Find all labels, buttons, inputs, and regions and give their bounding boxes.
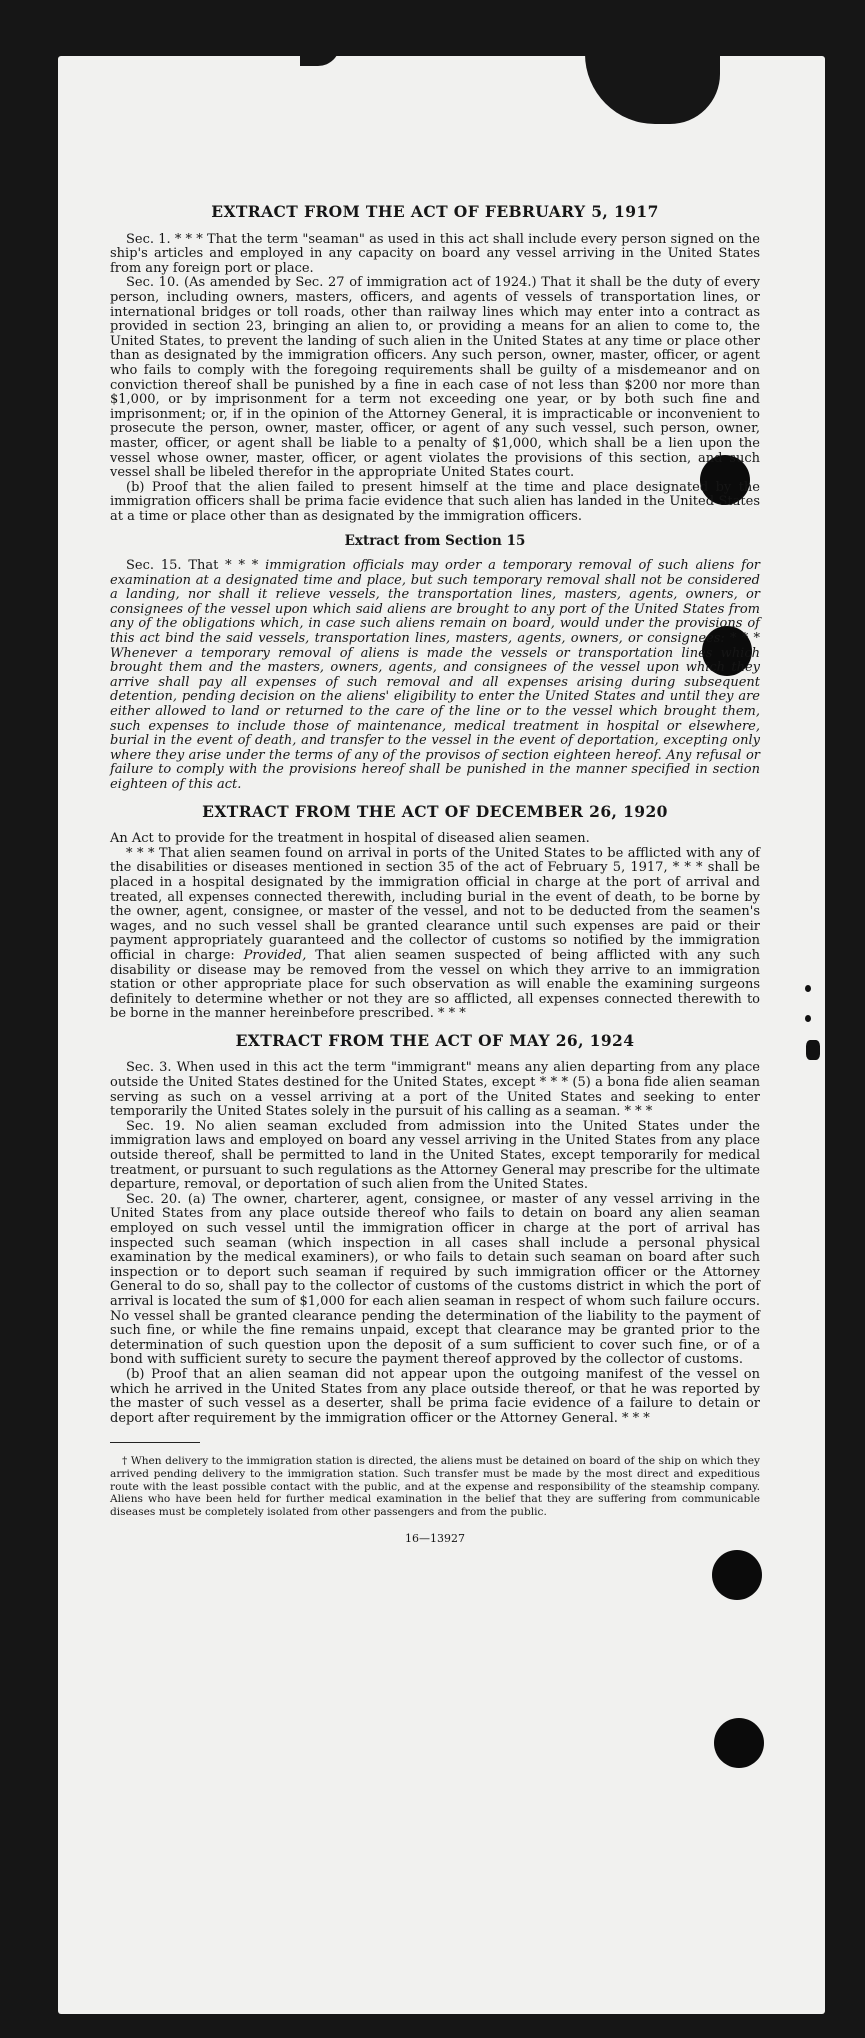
sec-15-text: immigration officials may order a temporary removal of such aliens for examination at a designated time and place, but such temporary removal shall not be considered a landing, nor shall it relieve vessels, the transportation lines, masters, agents, owners, or consignees of the vessel upon which said aliens are brought to any port of the United States from any of the obligations which, in case such aliens remain on board, would under the provisions of this act bind the said vessels, transportation lines, masters, agents, owners, or consignees: * * * Whenever a temporary removal of aliens is made the vessels or transportation lines which brought them and the masters, owners, agents, and consignees of the vessel upon which they arrive shall pay all expenses of such removal and all expenses arising during subsequent detention, pending decision on the aliens' eligibility to enter the United States and until they are either allowed to land or returned to the care of the line or to the vessel which brought them, such expenses to include those of maintenance, medical treatment in hospital or elsewhere, burial in the event of death, and transfer to the vessel in the event of deportation, excepting only where they arise under the terms of any of the provisos of section eighteen hereof. Any refusal or failure to comply with the provisions hereof shall be punished in the manner specified in section eighteen of this act. <box>110 558 760 792</box>
heading-1924: EXTRACT FROM THE ACT OF MAY 26, 1924 <box>235 1030 635 1050</box>
act-1920-body: * * * That alien seamen found on arrival in ports of the United States to be afflicted with any of the disabilities or diseases mentioned in section 35 of the act of February 5, 1917, * * * shall be placed in a hospital designated by the immigration official in charge at the port of arrival and treated, all expenses connected therewith, including burial in the event of death, to be borne by the owner, agent, consignee, or master of the vessel, and not to be deducted from the seamen's wages, and no such vessel shall be granted clearance until such expenses are paid or their payment appropriately guaranteed and the collector of customs so notified by the immigration official in charge: Provided, That alien seamen suspected of being afflicted with any such disability or disease may be removed from the vessel on which they arrive to an immigration station or other appropriate place for such observation as will enable the examining surgeons definitely to determine whether or not they are so afflicted, all expenses connected therewith to be borne in the manner hereinbefore prescribed. * * * <box>110 845 761 1022</box>
mark <box>805 1015 811 1022</box>
sec-15-lead: Sec. 15. That * * * <box>126 558 259 574</box>
document-text <box>110 202 761 1547</box>
mark <box>805 985 811 992</box>
sec-15 <box>110 559 760 793</box>
punch-hole <box>714 1718 764 1768</box>
mark <box>806 1040 820 1060</box>
sec-20-b: (b) Proof that an alien seaman did not appear upon the outgoing manifest of the vessel on which he arrived in the United States from any place outside thereof, or that he was reported by the master of such vessel as a deserter, shall be prima facie evidence of a failure to detain or deport after requirement by the immigration officer or the Attorney General. * * * <box>110 1366 760 1426</box>
sec-20: Sec. 20. (a) The owner, charterer, agent, consignee, or master of any vessel arriving in the United States from any place outside thereof who fails to detain on board any alien seaman employed on such vessel until the immigration officer in charge at the port of arrival has inspected such seaman (which inspection in all cases shall include a personal physical examination by the medical examiners), or who fails to detain such seaman on board after such inspection or to deport such seaman if required by such immigration officer or the Attorney General to do so, shall pay to the collector of customs of the customs district in which the port of arrival is located the sum of $1,000 for each alien seaman in respect of whom such failure occurs. No vessel shall be granted clearance pending the determination of the liability to the payment of such fine, or while the fine remains unpaid, except that clearance may be granted prior to the determination of such question upon the deposit of a sum sufficient to cover such fine, or of a bond with sufficient surety to secure the payment thereof approved by the collector of customs. <box>110 1191 760 1368</box>
punch-hole <box>712 1550 762 1600</box>
sec-3: Sec. 3. When used in this act the term "immigrant" means any alien departing from any place outside the United States destined for the United States, except * * * (5) a bona fide alien seaman serving as such on a vessel arriving at a port of the United States and seeking to enter temporarily the United States solely in the pursuit of his calling as a seaman. * * * <box>110 1060 760 1120</box>
heading-section-15: Extract from Section 15 <box>344 533 526 550</box>
sec-19: Sec. 19. No alien seaman excluded from admission into the United States under the immigration laws and employed on board any vessel arriving in the United States from any place outside thereof, shall be permitted to land in the United States, except temporarily for medical treatment, or pursuant to such regulations as the Attorney General may prescribe for the ultimate departure, removal, or deportation of such alien from the United States. <box>110 1118 760 1193</box>
heading-1917: EXTRACT FROM THE ACT OF FEBRUARY 5, 1917 <box>211 202 659 221</box>
page-number: 16—13927 <box>405 1532 465 1546</box>
sec-10-b: (b) Proof that the alien failed to present himself at the time and place designated by the immigration officers shall be prima facie evidence that such alien has landed in the United States at a time or place other than as designated by the immigration officers. <box>110 479 760 524</box>
footnote-text: † When delivery to the immigration station is directed, the aliens must be detained on board of the ship on which they arrived pending delivery to the immigration station. Such transfer must be made by the most direct and expeditious route with the least possible contact with the public, and at the expense and responsibility of the steamship company. Aliens who have been held for further medical examination in the belief that they are suffering from communicable diseases must be completely isolated from other passengers and from the public. <box>110 1455 760 1518</box>
provided-word: Provided, <box>243 947 307 963</box>
sec-1: Sec. 1. * * * That the term "seaman" as used in this act shall include every person signed on the ship's articles and employed in any capacity on board any vessel arriving in the United States from any foreign port or place. <box>110 231 760 276</box>
heading-1920: EXTRACT FROM THE ACT OF DECEMBER 26, 1920 <box>202 801 668 821</box>
footnote <box>110 1455 760 1518</box>
footnote-divider <box>110 1442 200 1443</box>
sec-10: Sec. 10. (As amended by Sec. 27 of immigration act of 1924.) That it shall be the duty of every person, including owners, masters, officers, and agents of vessels of transportation lines, or international bridges or toll roads, other than railway lines which may enter into a contract as provided in section 23, bringing an alien to, or providing a means for an alien to come to, the United States, to prevent the landing of such alien in the United States at any time or place other than as designated by the immigration officers. Any such person, owner, master, officer, or agent who fails to comply with the foregoing requirements shall be guilty of a misdemeanor and on conviction thereof shall be punished by a fine in each case of not less than $200 nor more than $1,000, or by imprisonment for a term not exceeding one year, or by both such fine and imprisonment; or, if in the opinion of the Attorney General, it is impracticable or inconvenient to prosecute the person, owner, master, officer, or agent of any such vessel, such person, owner, master, officer, or agent shall be liable to a penalty of $1,000, which shall be a lien upon the vessel whose owner, master, officer, or agent violates the provisions of this section, and such vessel shall be libeled therefor in the appropriate United States court. <box>110 275 760 481</box>
act-1920-intro: An Act to provide for the treatment in hospital of diseased alien seamen. <box>110 831 590 847</box>
